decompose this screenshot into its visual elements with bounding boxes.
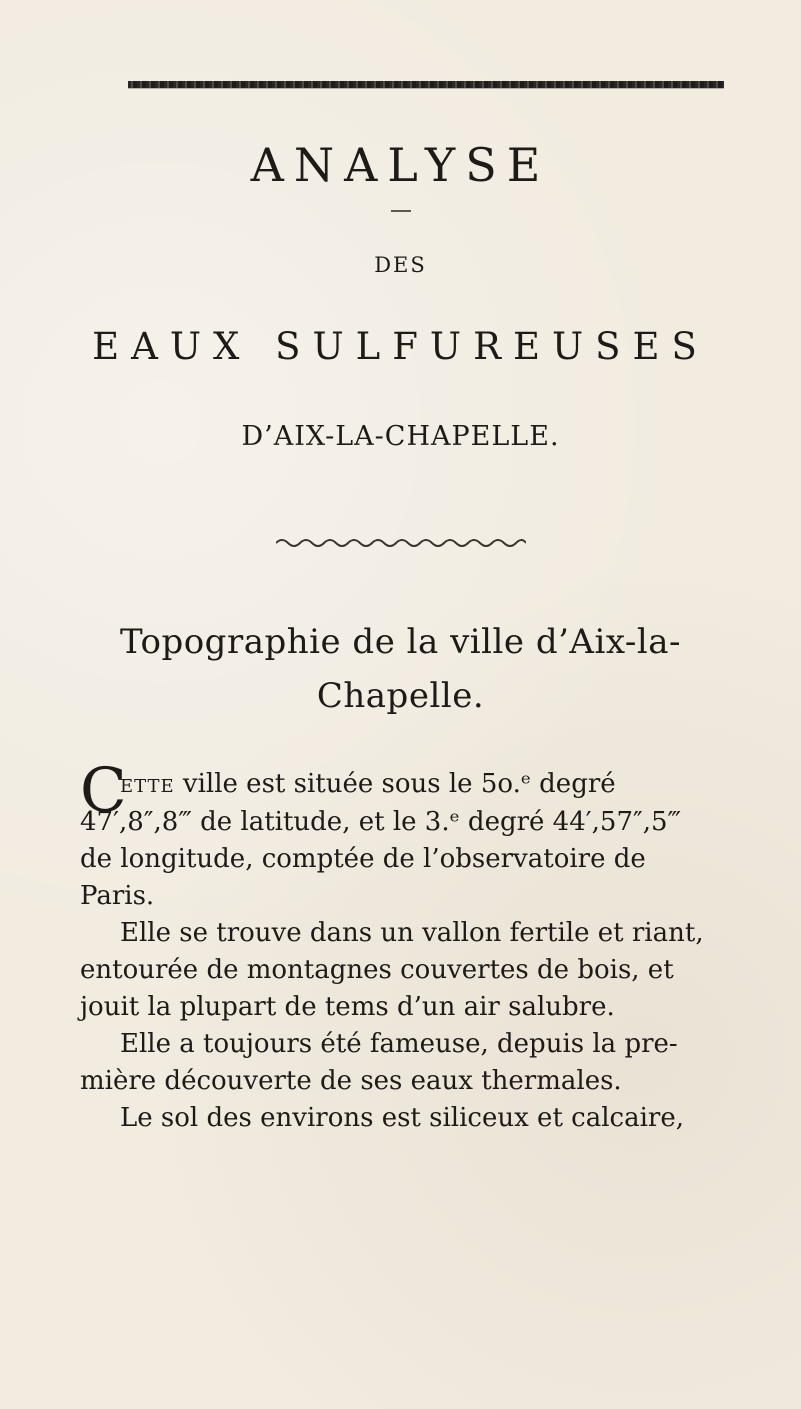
text-line-6: entourée de montagnes couvertes de bois, et: [80, 955, 674, 985]
text-line-2: 47′,8″,8‴ de latitude, et le 3.ᵉ degré 44′,57″,5‴: [80, 807, 682, 837]
text-line-5: Elle se trouve dans un vallon fertile et riant,: [120, 918, 704, 948]
first-line-rest: ville est située sous le 5o.ᵉ degré: [182, 769, 616, 799]
text-line-4: Paris.: [80, 881, 155, 911]
text-line-7: jouit la plupart de tems d’un air salubre.: [80, 992, 615, 1022]
title-des: DES: [374, 253, 427, 277]
text-line-3: de longitude, comptée de l’observatoire de: [80, 844, 646, 874]
title-eaux-sulfureuses: EAUX SULFUREUSES: [92, 325, 709, 368]
title-analyse: ANALYSE: [250, 138, 551, 192]
section-title-line-1: Topographie de la ville d’Aix-la-: [119, 622, 682, 662]
text-line-9: mière découverte de ses eaux thermales.: [80, 1066, 622, 1096]
text-line-10: Le sol des environs est siliceux et calcaire,: [120, 1103, 684, 1133]
first-word: ette: [120, 769, 175, 799]
small-dash: [391, 210, 411, 212]
title-aix-la-chapelle: D’AIX-LA-CHAPELLE.: [241, 421, 560, 452]
text-line-8: Elle a toujours été fameuse, depuis la pre-: [120, 1029, 678, 1059]
paragraph-first-line: [120, 766, 616, 803]
top-rule: [128, 81, 724, 88]
dropcap-letter: C: [80, 755, 127, 826]
section-title-line-2: Chapelle.: [316, 676, 485, 716]
ornament-divider: [276, 537, 526, 549]
